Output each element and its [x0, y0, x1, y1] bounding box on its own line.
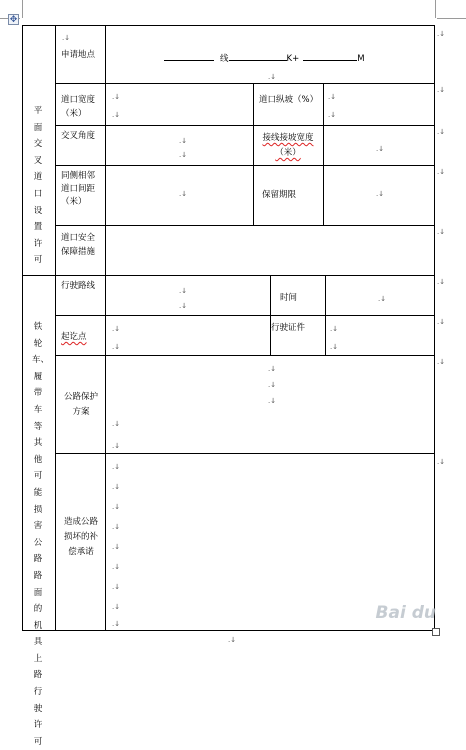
para-mark: .↓ — [112, 503, 121, 511]
time-label: 时间 — [280, 293, 298, 303]
para-mark: .↓ — [179, 151, 188, 159]
para-mark: .↓ — [376, 190, 385, 198]
meter-blank — [303, 51, 357, 61]
cross-angle-label: 交叉角度 — [61, 131, 96, 141]
para-mark: .↓ — [112, 93, 121, 101]
para-mark: .↓ — [112, 442, 121, 450]
license-label: 行驶证件 — [271, 323, 306, 333]
para-mark: .↓ — [328, 93, 337, 101]
para-mark: .↓ — [112, 620, 121, 628]
para-mark: .↓ — [112, 563, 121, 571]
retention-period-label: 保留期限 — [262, 190, 297, 200]
para-mark: .↓ — [179, 137, 188, 145]
para-mark: .↓ — [112, 583, 121, 591]
para-mark: .↓ — [112, 463, 121, 471]
para-mark: .↓ — [268, 381, 277, 389]
route-blank — [164, 51, 214, 61]
para-mark-below-table: .↓ — [228, 636, 237, 644]
para-mark: .↓ — [328, 111, 337, 119]
para-mark: .↓ — [62, 34, 71, 42]
para-mark: .↓ — [330, 325, 339, 333]
para-mark: .↓ — [268, 397, 277, 405]
connect-slope-label: 接线接坡宽度（米） — [262, 133, 314, 158]
row-end-mark: .↓ — [437, 458, 446, 466]
adjacent-spacing-label: 同侧相邻道口间距（米） — [61, 171, 96, 207]
row-end-mark: .↓ — [437, 30, 446, 38]
para-mark: .↓ — [112, 420, 121, 428]
route-label: 行驶路线 — [61, 281, 96, 291]
row-line-5 — [22, 275, 435, 276]
table-border-right — [434, 25, 435, 631]
row-line-3 — [55, 165, 435, 166]
para-mark: .↓ — [179, 302, 188, 310]
crossing-width-label: 道口宽度（米） — [61, 95, 96, 119]
table-move-handle-icon[interactable]: ✥ — [9, 15, 18, 25]
row-line-7 — [55, 355, 435, 356]
col-line-1 — [55, 25, 56, 631]
para-mark: .↓ — [376, 145, 385, 153]
col-line-2 — [105, 25, 106, 631]
section-vehicle-label: 铁轮车、履带车等其他可能损害公路路面的机具上路行驶许可 — [32, 322, 50, 747]
para-mark: .↓ — [112, 603, 121, 611]
para-mark: .↓ — [268, 365, 277, 373]
protection-plan-label: 公路保护方案 — [63, 392, 98, 417]
row-line-4 — [55, 225, 435, 226]
table-border-bottom — [22, 630, 435, 631]
watermark-logo: Bai du — [375, 603, 436, 623]
para-mark: .↓ — [112, 111, 121, 119]
compensation-label: 造成公路损坏的补偿承诺 — [63, 517, 98, 557]
col-line-4a — [323, 83, 324, 225]
para-mark: .↓ — [330, 343, 339, 351]
apply-location-value[interactable]: 线 K+ M — [164, 51, 365, 65]
safety-measures-label: 道口安全保障措施 — [61, 233, 96, 257]
section-planar-label: 平面交叉道口设置许可 — [33, 106, 43, 266]
para-mark: .↓ — [179, 287, 188, 295]
para-mark: .↓ — [112, 483, 121, 491]
row-end-mark: .↓ — [437, 358, 446, 366]
crop-mark-top-right-horizontal — [437, 18, 466, 19]
crop-mark-top-left-vertical — [22, 0, 23, 18]
para-mark: .↓ — [112, 325, 121, 333]
para-mark: .↓ — [179, 190, 188, 198]
para-mark: .↓ — [112, 543, 121, 551]
para-mark: .↓ — [268, 73, 277, 81]
col-line-3a — [253, 83, 254, 225]
row-end-mark: .↓ — [437, 86, 446, 94]
row-line-8 — [55, 453, 435, 454]
permit-table — [22, 25, 435, 747]
crop-mark-top-right-vertical — [435, 0, 436, 18]
row-line-2 — [55, 125, 435, 126]
row-line-6 — [55, 315, 435, 316]
para-mark: .↓ — [378, 295, 387, 303]
crossing-slope-label: 道口纵坡（%） — [259, 95, 319, 105]
row-end-mark: .↓ — [437, 128, 446, 136]
table-border-left — [22, 25, 23, 631]
row-end-mark: .↓ — [437, 278, 446, 286]
row-end-mark: .↓ — [437, 228, 446, 236]
para-mark: .↓ — [112, 343, 121, 351]
km-blank — [229, 51, 287, 61]
start-end-label: 起讫点 — [61, 332, 87, 342]
row-end-mark: .↓ — [437, 168, 446, 176]
apply-location-label: 申请地点 — [61, 50, 96, 60]
row-line-1 — [55, 83, 435, 84]
table-border-top — [22, 25, 435, 26]
para-mark: .↓ — [112, 523, 121, 531]
table-resize-handle[interactable] — [432, 628, 440, 636]
row-end-mark: .↓ — [437, 318, 446, 326]
